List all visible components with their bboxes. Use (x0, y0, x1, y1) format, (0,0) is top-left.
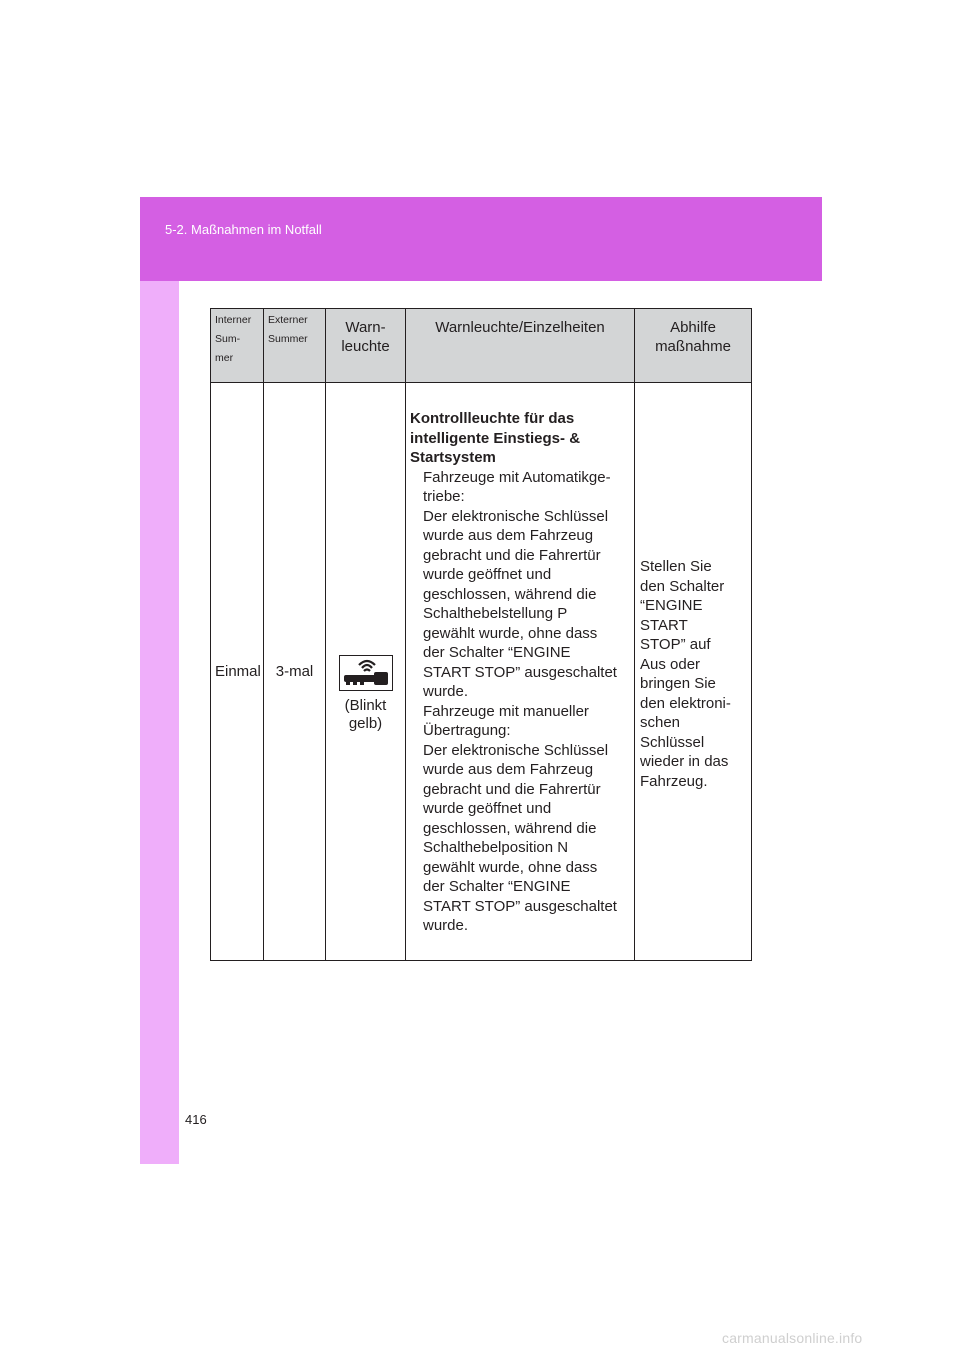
details-line: wurde geöffnet und (423, 566, 552, 584)
details-body (410, 468, 630, 936)
details-line: wurde aus dem Fahrzeug (423, 761, 594, 779)
watermark: carmanualsonline.info (722, 1330, 863, 1346)
blink-note-line: gelb) (348, 715, 383, 732)
cell-internal-buzzer: Einmal (211, 383, 264, 961)
details-line: wurde. (423, 683, 469, 701)
page-number: 416 (185, 1112, 207, 1127)
cell-external-buzzer: 3-mal (264, 383, 326, 961)
details-line: gebracht und die Fahrertür (423, 780, 601, 798)
remedy-line: schen (640, 714, 681, 731)
details-line: wurde geöffnet und (423, 800, 552, 818)
header-details (406, 309, 635, 383)
remedy-line: den elektroni- (640, 694, 731, 712)
details-line: Schalthebelstellung P (423, 605, 568, 623)
details-line: der Schalter “ENGINE (423, 644, 571, 662)
details-line: wurde aus dem Fahrzeug (423, 527, 594, 545)
side-margin-band (140, 281, 179, 1164)
cell-warning-light (326, 383, 406, 961)
header-line: Summer (268, 333, 308, 345)
header-line: Warn- (345, 319, 386, 336)
details-line: geschlossen, während die (423, 585, 597, 603)
remedy-line: bringen Sie (640, 675, 716, 692)
header-line: Sum- (215, 333, 241, 345)
details-line: der Schalter “ENGINE (423, 878, 571, 896)
details-line: Der elektronische Schlüssel (423, 507, 609, 525)
details-line: Fahrzeuge mit Automatikge- (423, 468, 611, 486)
details-title-line: Startsystem (410, 449, 496, 467)
header-line: Interner (215, 314, 252, 326)
details-line: geschlossen, während die (423, 819, 597, 837)
remedy-line: Aus oder (640, 655, 701, 673)
details-line: gewählt wurde, ohne dass (423, 624, 598, 642)
details-line: Übertragung: (423, 722, 511, 740)
remedy-line: “ENGINE (640, 597, 703, 614)
cell-details (406, 383, 635, 961)
section-title: 5-2. Maßnahmen im Notfall (165, 222, 322, 237)
header-line: mer (215, 352, 234, 364)
header-line: Abhilfe (670, 319, 716, 336)
blink-note-line: (Blinkt (344, 697, 387, 714)
details-line: wurde. (423, 917, 469, 935)
blink-note (327, 697, 404, 733)
details-line: Fahrzeuge mit manueller (423, 702, 589, 720)
details-line: Der elektronische Schlüssel (423, 741, 609, 759)
remedy-line: START (640, 616, 688, 634)
details-title (410, 409, 630, 468)
warning-table (210, 308, 752, 961)
header-line: maßnahme (655, 338, 731, 355)
header-remedy (635, 309, 752, 383)
remedy-line: wieder in das (640, 753, 729, 770)
details-line: gewählt wurde, ohne dass (423, 858, 598, 876)
details-line: START STOP” ausgeschaltet (423, 897, 617, 915)
details-line: START STOP” ausgeschaltet (423, 663, 617, 681)
header-internal-buzzer (211, 309, 264, 383)
remedy-line: Schlüssel (640, 733, 705, 751)
section-header-band (140, 197, 822, 281)
header-line: Externer (268, 314, 308, 326)
details-title-line: intelligente Einstiegs- & (410, 429, 581, 447)
header-line: Warnleuchte/Einzelheiten (435, 319, 605, 336)
remedy-line: Stellen Sie (640, 558, 712, 575)
cell-remedy (635, 383, 752, 961)
header-warning-light (326, 309, 406, 383)
remedy-line: Fahrzeug. (640, 772, 708, 790)
header-line: leuchte (341, 338, 390, 355)
details-line: Schalthebelposition N (423, 839, 569, 857)
smart-key-warning-icon (339, 655, 393, 691)
details-line: triebe: (423, 488, 465, 506)
remedy-line: den Schalter (640, 577, 725, 595)
table-header-row (211, 309, 752, 383)
remedy-line: STOP” auf (640, 636, 711, 653)
details-title-line: Kontrollleuchte für das (410, 410, 575, 428)
details-line: gebracht und die Fahrertür (423, 546, 601, 564)
header-external-buzzer (264, 309, 326, 383)
table-row (211, 383, 752, 961)
